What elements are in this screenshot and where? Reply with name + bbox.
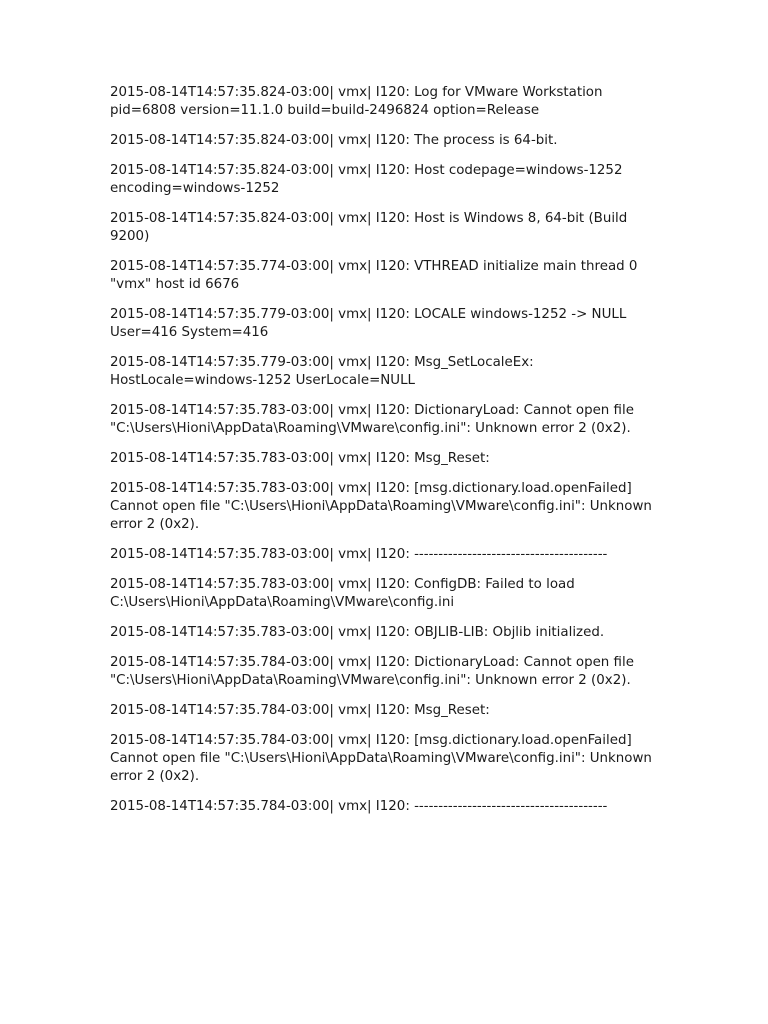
log-entry: 2015-08-14T14:57:35.824-03:00| vmx| I120: Host codepage=windows-1252 encoding=windows-1252 (110, 163, 627, 196)
log-entry: 2015-08-14T14:57:35.824-03:00| vmx| I120: Log for VMware Workstation pid=6808 version=11.1.0 build=build-2496824 option=Release (110, 85, 607, 118)
log-entry: 2015-08-14T14:57:35.784-03:00| vmx| I120: [msg.dictionary.load.openFailed] Cannot open file "C:\Users\Hioni\AppData\Roaming\VMware\config.ini": Unknown error 2 (0x2). (110, 733, 657, 784)
log-entry: 2015-08-14T14:57:35.783-03:00| vmx| I120: Msg_Reset: (110, 451, 490, 466)
log-entry: 2015-08-14T14:57:35.783-03:00| vmx| I120: DictionaryLoad: Cannot open file "C:\Users\Hioni\AppData\Roaming\VMware\config.ini": Unknown error 2 (0x2). (110, 403, 639, 436)
log-entry: 2015-08-14T14:57:35.783-03:00| vmx| I120: ConfigDB: Failed to load C:\Users\Hioni\AppData\Roaming\VMware\config.ini (110, 577, 580, 610)
log-entry: 2015-08-14T14:57:35.779-03:00| vmx| I120: Msg_SetLocaleEx: HostLocale=windows-1252 UserLocale=NULL (110, 355, 538, 388)
log-entry: 2015-08-14T14:57:35.783-03:00| vmx| I120: OBJLIB-LIB: Objlib initialized. (110, 625, 605, 640)
log-entry: 2015-08-14T14:57:35.784-03:00| vmx| I120: DictionaryLoad: Cannot open file "C:\Users\Hioni\AppData\Roaming\VMware\config.ini": Unknown error 2 (0x2). (110, 655, 639, 688)
log-entry: 2015-08-14T14:57:35.784-03:00| vmx| I120: Msg_Reset: (110, 703, 490, 718)
log-entry: 2015-08-14T14:57:35.774-03:00| vmx| I120: VTHREAD initialize main thread 0 "vmx" host id 6676 (110, 259, 642, 292)
log-entry: 2015-08-14T14:57:35.824-03:00| vmx| I120: Host is Windows 8, 64-bit (Build 9200) (110, 211, 632, 244)
log-text-body (110, 84, 662, 828)
log-entry: 2015-08-14T14:57:35.783-03:00| vmx| I120: ---------------------------------------- (110, 547, 608, 562)
log-entry: 2015-08-14T14:57:35.784-03:00| vmx| I120: ---------------------------------------- (110, 799, 608, 814)
log-entry: 2015-08-14T14:57:35.783-03:00| vmx| I120: [msg.dictionary.load.openFailed] Cannot open file "C:\Users\Hioni\AppData\Roaming\VMware\config.ini": Unknown error 2 (0x2). (110, 481, 657, 532)
log-entry: 2015-08-14T14:57:35.824-03:00| vmx| I120: The process is 64-bit. (110, 133, 558, 148)
log-entry: 2015-08-14T14:57:35.779-03:00| vmx| I120: LOCALE windows-1252 -> NULL User=416 System=416 (110, 307, 631, 340)
